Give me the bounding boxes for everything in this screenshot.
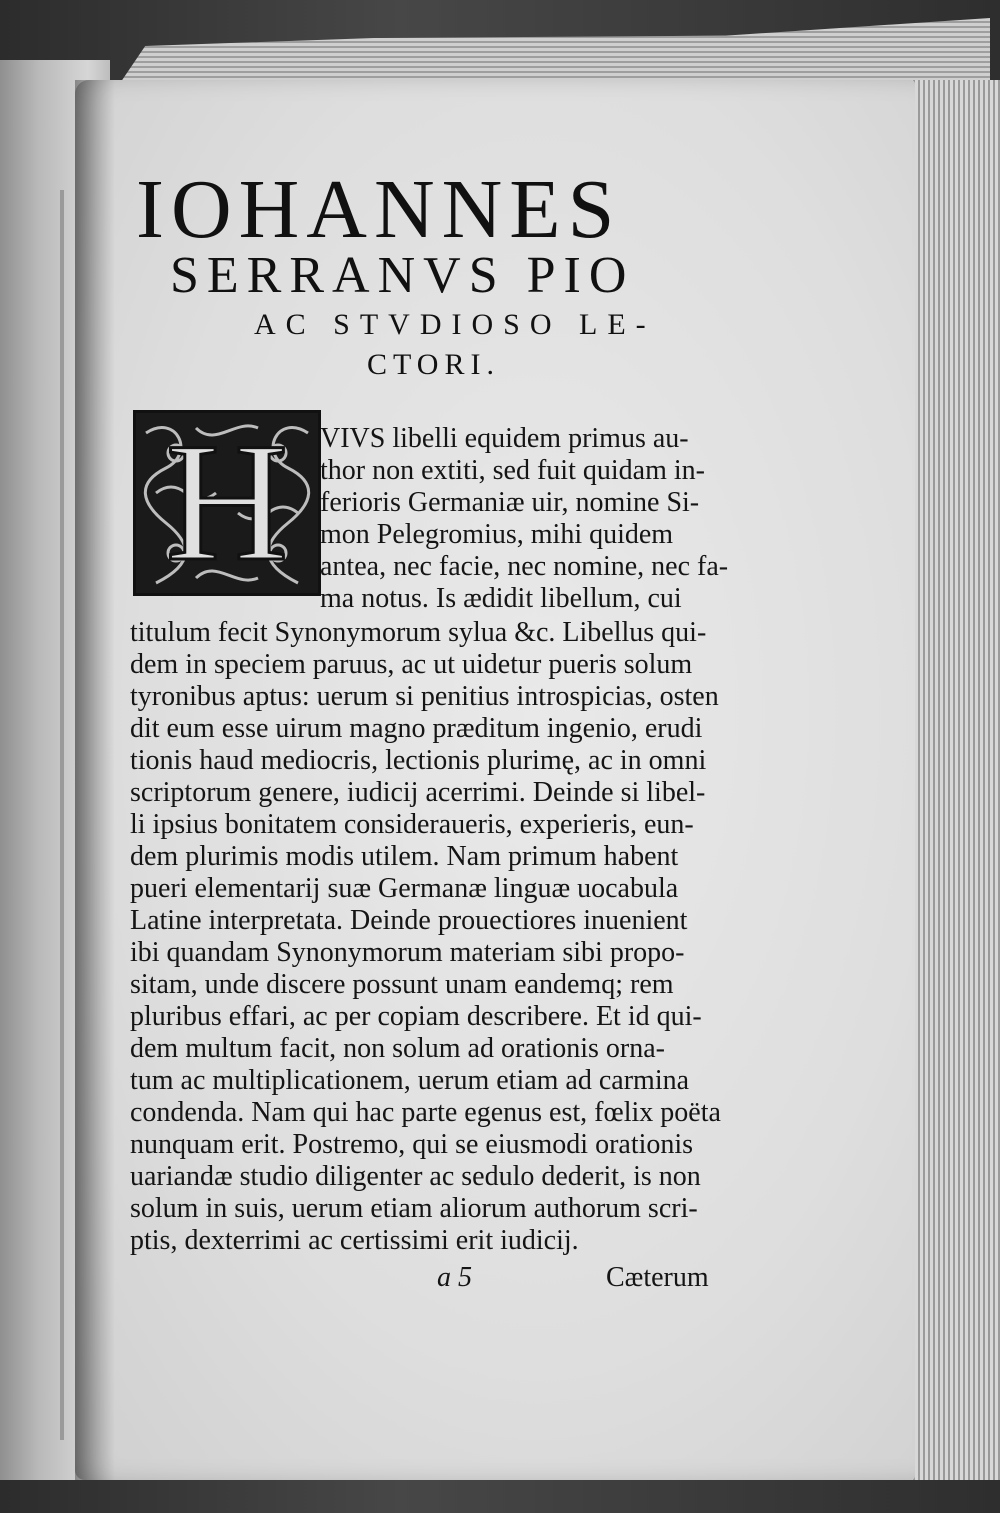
text-line: ptis, dexterrimi ac certissimi erit iudicij. xyxy=(130,1225,579,1256)
text-line: li ipsius bonitatem consideraueris, experieris, eun- xyxy=(130,809,694,840)
signature-mark: a 5 xyxy=(437,1262,472,1293)
heading-line-4: CTORI. xyxy=(367,348,500,381)
text-line: pluribus effari, ac per copiam describere. Et id qui- xyxy=(130,1001,702,1032)
initial-letter: H xyxy=(165,408,289,596)
text-line: dem multum facit, non solum ad orationis orna- xyxy=(130,1033,666,1064)
page-stack-fore-edge xyxy=(905,80,1000,1480)
text-line: pueri elementarij suæ Germanæ linguæ uocabula xyxy=(130,873,679,904)
catchword: Cæterum xyxy=(606,1262,709,1293)
left-page-fold-line xyxy=(60,190,64,1440)
text-line: scriptorum genere, iudicij acerrimi. Deinde si libel- xyxy=(130,777,706,808)
text-line: Latine interpretata. Deinde prouectiores inuenient xyxy=(130,905,688,936)
text-line: dem plurimis modis utilem. Nam primum habent xyxy=(130,841,679,872)
text-line: VIVS libelli equidem primus au- xyxy=(320,423,689,454)
decorated-initial xyxy=(133,410,321,596)
text-line: uariandæ studio diligenter ac sedulo dederit, is non xyxy=(130,1161,701,1192)
text-line: ma notus. Is ædidit libellum, cui xyxy=(320,583,682,614)
text-line: ferioris Germaniæ uir, nomine Si- xyxy=(320,487,700,518)
text-line: condenda. Nam qui hac parte egenus est, fœlix poëta xyxy=(130,1097,721,1128)
heading-line-1: IOHANNES xyxy=(136,163,622,256)
text-line: sitam, unde discere possunt unam eandemq; rem xyxy=(130,969,674,1000)
heading-line-2: SERRANVS PIO xyxy=(170,247,635,304)
text-line: thor non extiti, sed fuit quidam in- xyxy=(320,455,705,486)
text-line: mon Pelegromius, mihi quidem xyxy=(320,519,674,550)
text-line: solum in suis, uerum etiam aliorum authorum scri- xyxy=(130,1193,698,1224)
text-line: titulum fecit Synonymorum sylua &c. Libellus qui- xyxy=(130,617,707,648)
heading-line-3: AC STVDIOSO LE- xyxy=(254,308,656,341)
text-line: dem in speciem paruus, ac ut uidetur pueris solum xyxy=(130,649,693,680)
text-line: tyronibus aptus: uerum si penitius introspicias, osten xyxy=(130,681,719,712)
text-line: ibi quandam Synonymorum materiam sibi propo- xyxy=(130,937,685,968)
gutter-shadow xyxy=(75,80,115,1480)
text-line: antea, nec facie, nec nomine, nec fa- xyxy=(320,551,729,582)
text-line: dit eum esse uirum magno præditum ingenio, erudi xyxy=(130,713,703,744)
text-line: nunquam erit. Postremo, qui se eiusmodi orationis xyxy=(130,1129,694,1160)
text-line: tionis haud mediocris, lectionis plurimę, ac in omni xyxy=(130,745,707,776)
text-line: tum ac multiplicationem, uerum etiam ad carmina xyxy=(130,1065,690,1096)
